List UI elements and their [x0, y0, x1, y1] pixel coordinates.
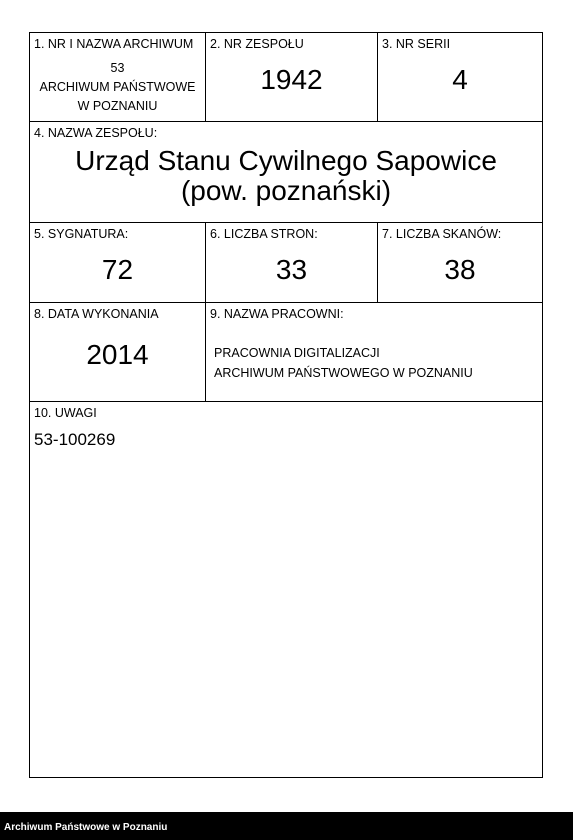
scans-value: 38	[444, 254, 476, 285]
signature-value: 72	[101, 254, 134, 285]
fonds-name-line2: (pow. poznański)	[180, 175, 392, 206]
fonds-number: 1942	[260, 64, 323, 95]
archive-name-line2: W POZNANIU	[77, 99, 158, 113]
workshop-line1: PRACOWNIA DIGITALIZACJI	[214, 346, 380, 360]
signature-label: 5. SYGNATURA:	[34, 227, 129, 241]
pages-cell	[206, 223, 378, 302]
form-row-fonds-name	[30, 122, 542, 223]
workshop-line2: ARCHIWUM PAŃSTWOWEGO W POZNANIU	[214, 366, 473, 380]
notes-value: 53-100269	[34, 430, 116, 449]
fonds-number-label: 2. NR ZESPOŁU	[210, 37, 304, 51]
form-row-archive	[30, 33, 542, 122]
date-cell	[30, 303, 206, 401]
workshop-cell	[206, 303, 542, 401]
fonds-number-cell	[206, 33, 378, 121]
archive-label: 1. NR I NAZWA ARCHIWUM	[34, 37, 194, 51]
fonds-name-line1: Urząd Stanu Cywilnego Sapowice	[75, 145, 497, 176]
pages-label: 6. LICZBA STRON:	[210, 227, 318, 241]
archive-name-line1: ARCHIWUM PAŃSTWOWE	[39, 80, 196, 94]
archive-metadata-form	[29, 32, 543, 778]
form-row-notes	[30, 402, 542, 777]
date-value: 2014	[86, 339, 149, 370]
footer-bar	[0, 812, 573, 840]
archive-number: 53	[110, 61, 125, 75]
signature-cell	[30, 223, 206, 302]
fonds-name-label: 4. NAZWA ZESPOŁU:	[34, 126, 158, 140]
scans-cell	[378, 223, 542, 302]
series-label: 3. NR SERII	[382, 37, 451, 51]
pages-value: 33	[275, 254, 308, 285]
workshop-label: 9. NAZWA PRACOWNI:	[210, 307, 344, 321]
date-label: 8. DATA WYKONANIA	[34, 307, 159, 321]
form-row-production	[30, 303, 542, 402]
scans-label: 7. LICZBA SKANÓW:	[382, 227, 502, 241]
notes-label: 10. UWAGI	[34, 406, 97, 420]
form-row-counts	[30, 223, 542, 303]
series-cell	[378, 33, 542, 121]
footer-text: Archiwum Państwowe w Poznaniu	[4, 822, 168, 833]
archive-cell	[30, 33, 206, 121]
series-number: 4	[452, 64, 468, 95]
